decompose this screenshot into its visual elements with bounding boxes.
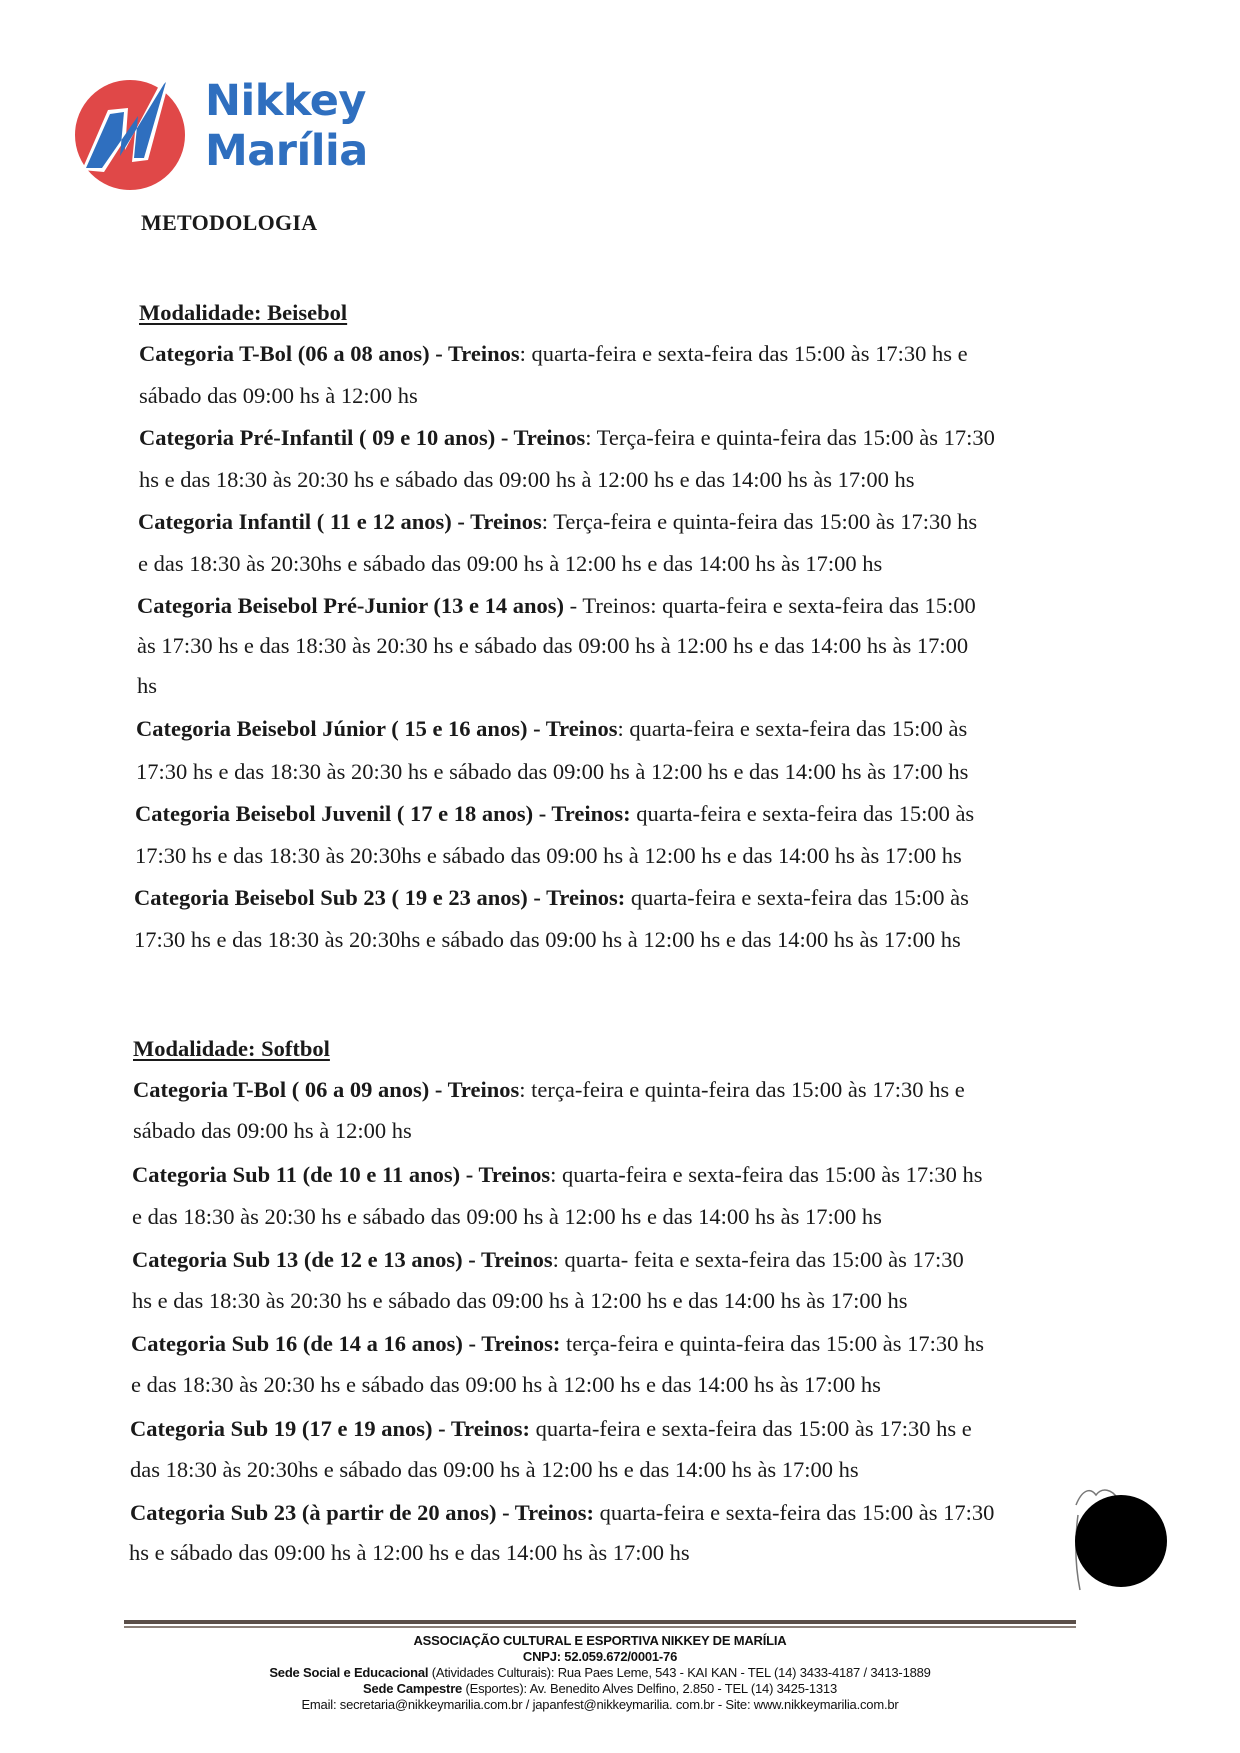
schedule-text: terça-feira e quinta-feira das 15:00 às 17:30 hs xyxy=(560,1331,984,1356)
category-label: Categoria T-Bol (06 a 08 anos) - Treinos xyxy=(139,341,520,366)
logo-wordmark xyxy=(205,76,368,176)
beisebol-text-line xyxy=(137,633,968,659)
beisebol-text-line xyxy=(139,425,995,451)
footer-sede-campestre xyxy=(124,1681,1076,1697)
softbol-text-line xyxy=(132,1247,964,1273)
section-heading-softbol: Modalidade: Softbol xyxy=(133,1036,330,1061)
footer-org-name: ASSOCIAÇÃO CULTURAL E ESPORTIVA NIKKEY DE MARÍLIA xyxy=(413,1633,787,1648)
schedule-text: e das 18:30 às 20:30 hs e sábado das 09:00 hs à 12:00 hs e das 14:00 hs às 17:00 hs xyxy=(132,1204,882,1229)
beisebol-text-line xyxy=(134,927,961,953)
softbol-text-line xyxy=(130,1416,972,1442)
softbol-text-line xyxy=(132,1162,983,1188)
logo xyxy=(70,70,390,200)
schedule-text: às 17:30 hs e das 18:30 às 20:30 hs e sábado das 09:00 hs à 12:00 hs e das 14:00 hs às 17:00 xyxy=(137,633,969,658)
softbol-text-line xyxy=(133,1118,412,1144)
category-label: Categoria Sub 23 (à partir de 20 anos) - Treinos: xyxy=(130,1500,594,1525)
footer-sede-social-label: Sede Social e Educacional xyxy=(269,1665,429,1680)
softbol-text-line xyxy=(131,1372,881,1398)
schedule-text: quarta-feira e sexta-feira das 15:00 às xyxy=(625,885,969,910)
footer-sede-campestre-text: (Esportes): Av. Benedito Alves Delfino, 2.850 - TEL (14) 3425-1313 xyxy=(462,1681,837,1696)
footer-divider xyxy=(124,1620,1076,1624)
softbol-text-line xyxy=(129,1540,690,1566)
category-label: Categoria T-Bol ( 06 a 09 anos) - Treinos xyxy=(133,1077,520,1102)
schedule-text: sábado das 09:00 hs à 12:00 hs xyxy=(133,1118,412,1143)
schedule-text: - Treinos: quarta-feira e sexta-feira das 15:00 xyxy=(564,593,976,618)
footer-sede-campestre-label: Sede Campestre xyxy=(363,1681,463,1696)
schedule-text: e das 18:30 às 20:30hs e sábado das 09:00 hs à 12:00 hs e das 14:00 hs às 17:00 hs xyxy=(138,551,883,576)
footer-sede-social-text: (Atividades Culturais): Rua Paes Leme, 543 - KAI KAN - TEL (14) 3433-4187 / 3413-1889 xyxy=(428,1665,931,1680)
schedule-text: : quarta-feira e sexta-feira das 15:00 às 17:30 hs xyxy=(550,1162,983,1187)
schedule-text: e das 18:30 às 20:30 hs e sábado das 09:00 hs à 12:00 hs e das 14:00 hs às 17:00 hs xyxy=(131,1372,881,1397)
footer-sede-social xyxy=(124,1665,1076,1681)
beisebol-text-line xyxy=(134,885,969,911)
category-label: Categoria Sub 19 (17 e 19 anos) - Treinos: xyxy=(130,1416,531,1441)
schedule-text: 17:30 hs e das 18:30 às 20:30hs e sábado das 09:00 hs à 12:00 hs e das 14:00 hs às 17:00 hs xyxy=(135,843,962,868)
category-label: Categoria Infantil ( 11 e 12 anos) - Treinos xyxy=(138,509,542,534)
beisebol-text-line xyxy=(135,801,974,827)
logo-line-2: Marília xyxy=(205,126,368,176)
schedule-text: quarta-feira e sexta-feira das 15:00 às 17:30 xyxy=(593,1500,995,1525)
schedule-text: : quarta- feita e sexta-feira das 15:00 às 17:30 xyxy=(552,1247,964,1272)
schedule-text: : Terça-feira e quinta-feira das 15:00 às 17:30 hs xyxy=(541,509,978,534)
footer xyxy=(124,1633,1076,1713)
category-label: Categoria Sub 11 (de 10 e 11 anos) - Treinos xyxy=(132,1162,551,1187)
category-label: Categoria Beisebol Sub 23 ( 19 e 23 anos) - Treinos: xyxy=(134,885,626,910)
schedule-text: quarta-feira e sexta-feira das 15:00 às 17:30 hs e xyxy=(530,1416,972,1441)
section-heading-beisebol: Modalidade: Beisebol xyxy=(139,300,348,325)
beisebol-text-line xyxy=(137,593,976,619)
category-label: Categoria Beisebol Júnior ( 15 e 16 anos) - Treinos xyxy=(136,716,618,741)
softbol-text-line xyxy=(130,1500,994,1526)
schedule-text: : quarta-feira e sexta-feira das 15:00 às xyxy=(617,716,968,741)
schedule-text: hs e das 18:30 às 20:30 hs e sábado das 09:00 hs à 12:00 hs e das 14:00 hs às 17:00 hs xyxy=(139,467,915,492)
beisebol-text-line xyxy=(136,759,968,785)
schedule-text: : quarta-feira e sexta-feira das 15:00 às 17:30 hs e xyxy=(519,341,968,366)
softbol-text-line xyxy=(132,1288,908,1314)
softbol-text-line xyxy=(132,1204,882,1230)
category-label: Categoria Sub 16 (de 14 a 16 anos) - Treinos: xyxy=(131,1331,561,1356)
schedule-text: das 18:30 às 20:30hs e sábado das 09:00 hs à 12:00 hs e das 14:00 hs às 17:00 hs xyxy=(130,1457,859,1482)
schedule-text: hs xyxy=(137,673,158,698)
schedule-text: quarta-feira e sexta-feira das 15:00 às xyxy=(630,801,975,826)
beisebol-text-line xyxy=(138,509,977,535)
logo-emblem-icon xyxy=(70,70,200,200)
schedule-text: sábado das 09:00 hs à 12:00 hs xyxy=(139,383,418,408)
schedule-text: hs e das 18:30 às 20:30 hs e sábado das 09:00 hs à 12:00 hs e das 14:00 hs às 17:00 hs xyxy=(132,1288,908,1313)
beisebol-text-line xyxy=(138,551,882,577)
beisebol-text-line xyxy=(139,383,418,409)
schedule-text: 17:30 hs e das 18:30 às 20:30 hs e sábado das 09:00 hs à 12:00 hs e das 14:00 hs às 17:00 hs xyxy=(136,759,969,784)
schedule-text: : terça-feira e quinta-feira das 15:00 às 17:30 hs e xyxy=(519,1077,965,1102)
beisebol-text-line xyxy=(136,716,967,742)
schedule-text: : Terça-feira e quinta-feira das 15:00 às 17:30 xyxy=(585,425,995,450)
schedule-text: hs e sábado das 09:00 hs à 12:00 hs e das 14:00 hs às 17:00 hs xyxy=(129,1540,690,1565)
beisebol-text-line xyxy=(139,467,915,493)
footer-contact-line: Email: secretaria@nikkeymarilia.com.br / japanfest@nikkeymarilia. com.br - Site: www.nikkeymarilia.com.br xyxy=(301,1697,899,1712)
footer-divider-thin xyxy=(124,1626,1076,1628)
beisebol-text-line xyxy=(139,341,968,367)
redaction-mark xyxy=(1075,1495,1167,1587)
category-label: Categoria Pré-Infantil ( 09 e 10 anos) - Treinos xyxy=(139,425,586,450)
softbol-text-line xyxy=(131,1331,984,1357)
category-label: Categoria Beisebol Pré-Junior (13 e 14 anos) xyxy=(137,593,565,618)
beisebol-text-line xyxy=(135,843,962,869)
schedule-text: 17:30 hs e das 18:30 às 20:30hs e sábado das 09:00 hs à 12:00 hs e das 14:00 hs às 17:00 hs xyxy=(134,927,961,952)
logo-line-1: Nikkey xyxy=(205,76,366,126)
footer-cnpj: CNPJ: 52.059.672/0001-76 xyxy=(522,1649,678,1664)
beisebol-text-line xyxy=(137,673,157,699)
softbol-text-line xyxy=(130,1457,859,1483)
document-title: METODOLOGIA xyxy=(141,210,318,235)
softbol-text-line xyxy=(133,1077,965,1103)
category-label: Categoria Sub 13 (de 12 e 13 anos) - Treinos xyxy=(132,1247,553,1272)
category-label: Categoria Beisebol Juvenil ( 17 e 18 anos) - Treinos: xyxy=(135,801,631,826)
